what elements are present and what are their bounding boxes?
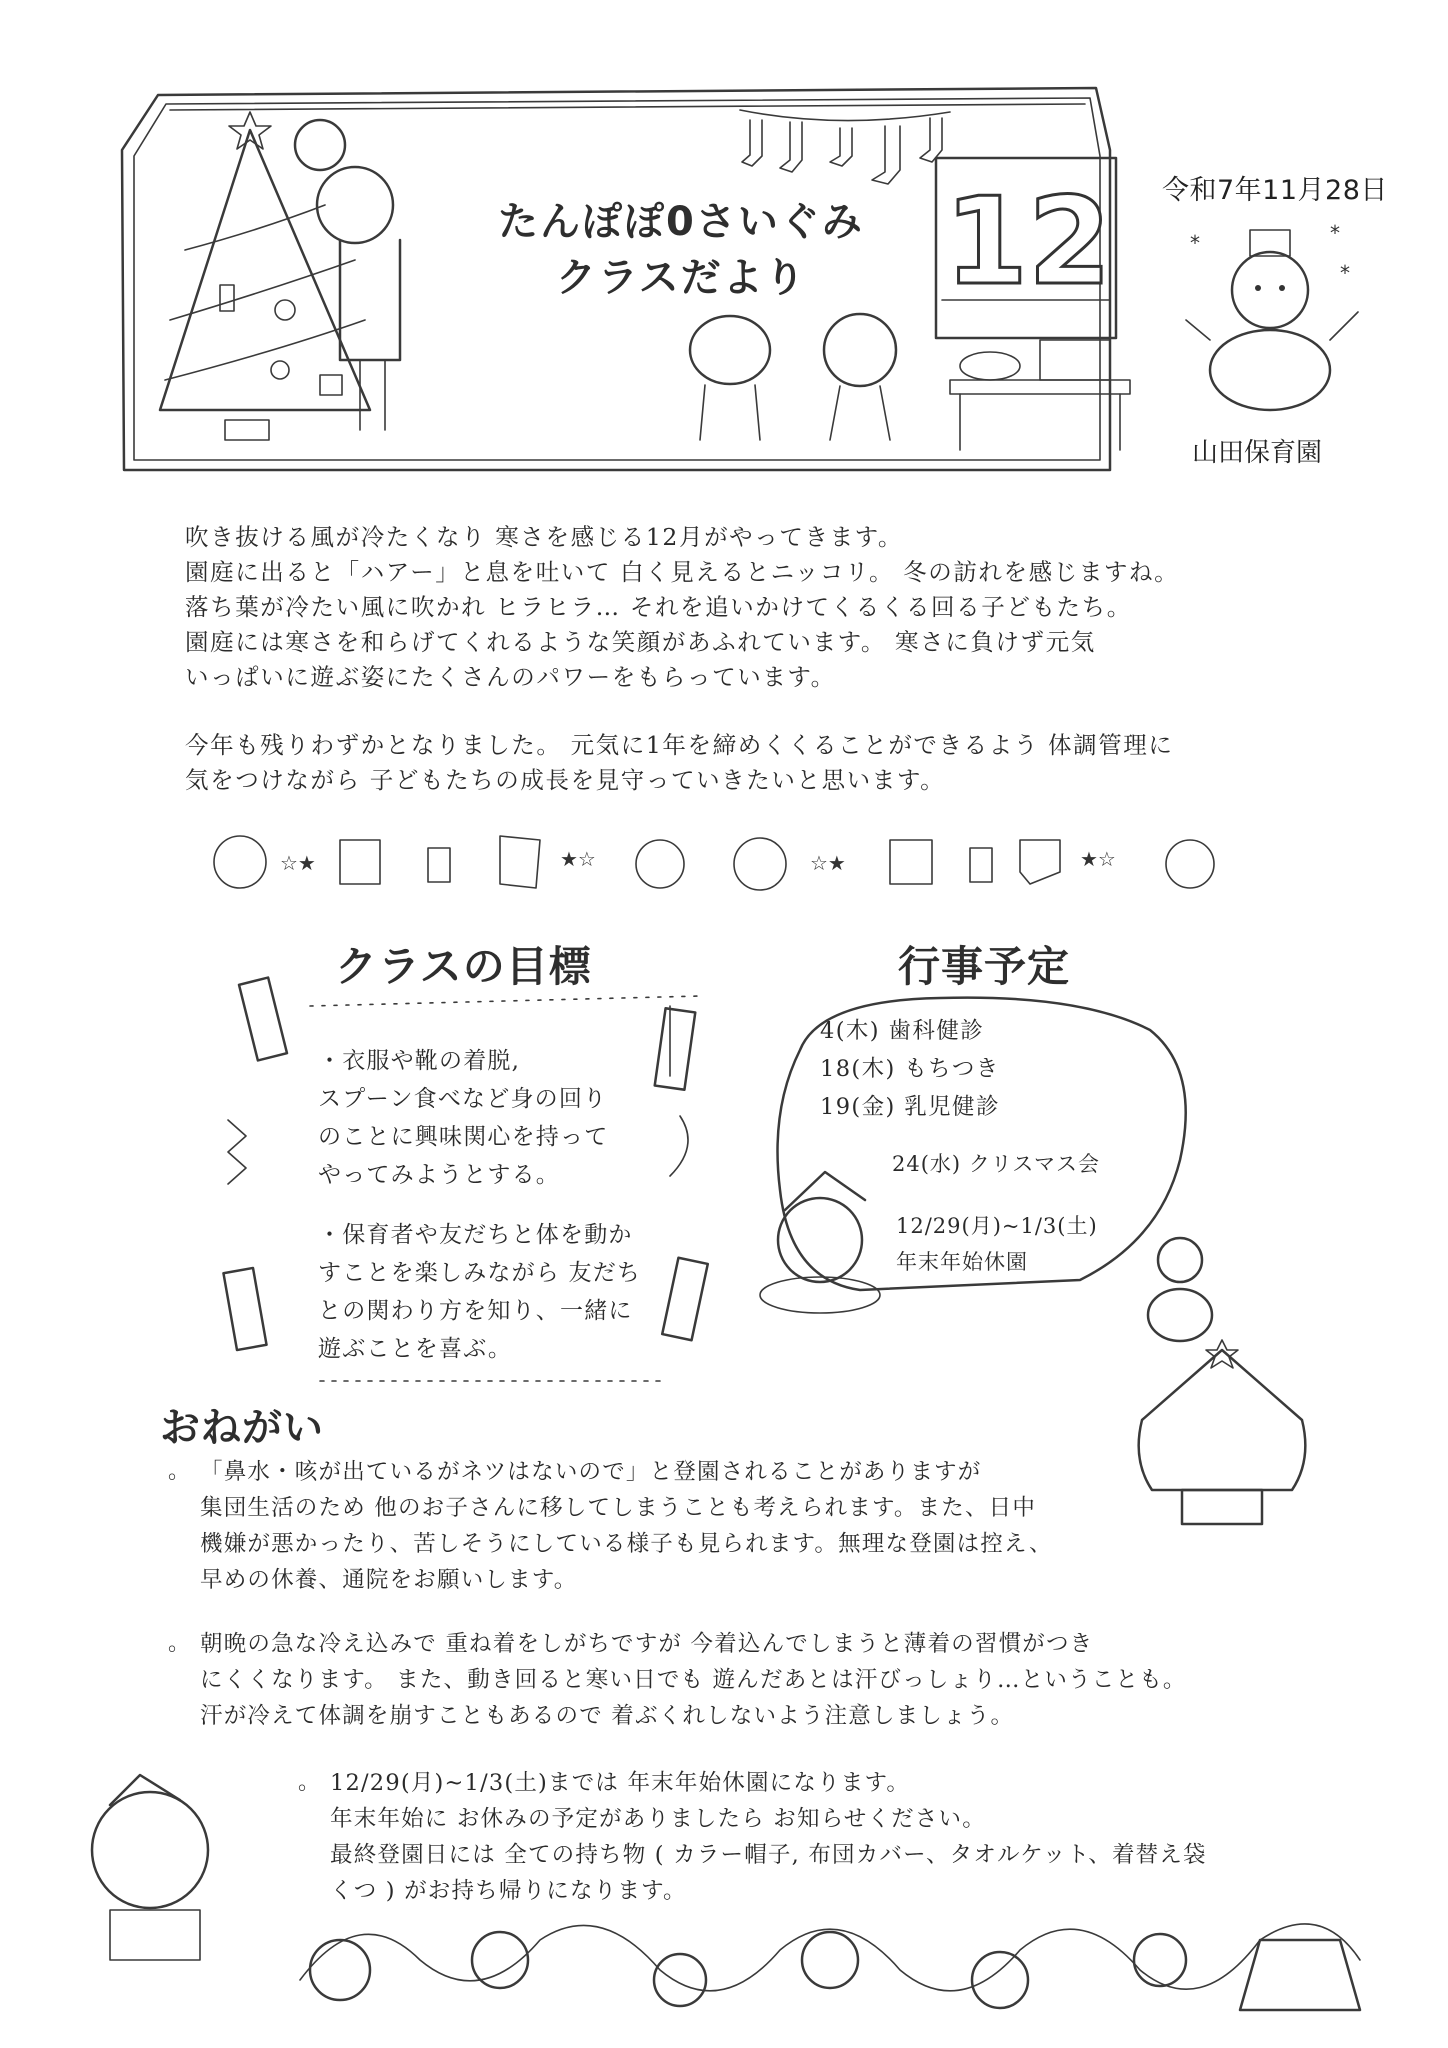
svg-text:☆★: ☆★ [810,851,846,875]
intro-line: 今年も残りわずかとなりました。 元気に1年を締めくくることができるよう 体調管理に [185,731,1174,759]
goal-line: 遊ぶことを喜ぶ。 [318,1336,513,1362]
goals-title: クラスの目標 [335,942,592,991]
request-item-3 [298,1765,1207,1909]
event-item: 4(木) 歯科健診 [820,1018,985,1044]
request-bullet: 。 [168,1459,192,1484]
request-line: 「鼻水・咳が出ているがネツはないので」と登園されることがありますが [200,1459,982,1485]
newsletter-title-line1: たんぽぽ0さいぐみ [498,199,864,245]
request-item-1 [168,1454,1053,1598]
svg-text:*: * [1190,231,1200,255]
request-line: 朝晩の急な冷え込みで 重ね着をしがちですが 今着込んでしまうと薄着の習慣がつき [200,1631,1094,1657]
kids-party-illustration [660,300,1140,460]
newsletter-title-line2: クラスだより [556,255,807,301]
goal-line: ・衣服や靴の着脱, [318,1048,521,1074]
child-with-cake-illustration [70,1770,240,1980]
yarn-balls-footer-illustration [300,1900,1380,2030]
request-line: くつ ) がお持ち帰りになります。 [330,1878,687,1904]
request-item-2 [168,1626,1187,1734]
svg-text:*: * [1340,261,1350,285]
events-list [820,1012,1000,1126]
goal-line: スプーン食べなど身の回り [318,1086,608,1112]
month-number: 12 [944,173,1112,312]
small-snowman-illustration [1120,1220,1240,1350]
intro-line: 気をつけながら 子どもたちの成長を見守っていきたいと思います。 [185,766,946,794]
event-holiday-dates: 12/29(月)~1/3(土) [896,1214,1098,1238]
event-christmas: 24(水) クリスマス会 [892,1152,1100,1176]
goal-item-1 [318,1042,608,1194]
snowman-illustration [1180,210,1380,410]
request-bullet: 。 [298,1770,322,1795]
requests-title: おねがい [160,1405,324,1451]
issue-date: 令和7年11月28日 [1162,175,1388,206]
svg-text:★☆: ★☆ [560,847,596,871]
events-title: 行事予定 [898,942,1071,991]
school-name: 山田保育園 [1192,438,1323,468]
goal-line: ・保育者や友だちと体を動か [318,1222,633,1248]
request-line: 早めの休養、通院をお願いします。 [200,1567,578,1593]
goal-line: のことに興味関心を持って [318,1124,609,1150]
stockings-garland-illustration [730,100,960,200]
christmas-tree-illustration [140,110,440,440]
event-item: 19(金) 乳児健診 [820,1094,1000,1120]
goal-line: すことを楽しみながら 友だち [318,1260,642,1286]
gingerbread-house-illustration [1122,1340,1322,1530]
request-line: 機嫌が悪かったり、苦しそうにしている様子も見られます。無理な登園は控え、 [200,1531,1053,1557]
intro-line: 園庭に出ると「ハアー」と息を吐いて 白く見えるとニッコリ。 冬の訪れを感じますね。 [185,558,1180,586]
request-line: 12/29(月)~1/3(土)までは 年末年始休園になります。 [330,1770,911,1796]
event-item: 18(木) もちつき [820,1056,1000,1082]
intro-line: いっぱいに遊ぶ姿にたくさんのパワーをもらっています。 [185,663,836,691]
goal-line: やってみようとする。 [318,1162,560,1188]
intro-paragraph-2 [185,728,1174,798]
svg-text:☆★: ☆★ [280,851,316,875]
intro-line: 園庭には寒さを和らげてくれるような笑顔があふれています。 寒さに負けず元気 [185,628,1096,656]
request-line: 汗が冷えて体調を崩すこともあるので 着ぶくれしないよう注意しましょう。 [200,1703,1015,1729]
goal-line: との関わり方を知り、一緒に [318,1298,633,1324]
request-line: 最終登園日には 全ての持ち物 ( カラー帽子, 布団カバー、タオルケット、着替え袋 [330,1842,1207,1868]
intro-line: 落ち葉が冷たい風に吹かれ ヒラヒラ… それを追いかけてくるくる回る子どもたち。 [185,593,1132,621]
request-line: 年末年始に お休みの予定がありましたら お知らせください。 [330,1806,986,1832]
event-holiday-label: 年末年始休園 [896,1250,1028,1274]
santa-illustration [745,1170,905,1320]
request-line: 集団生活のため 他のお子さんに移してしまうことも考えられます。また、日中 [200,1495,1037,1521]
goal-item-2 [318,1216,641,1368]
christmas-ornament-divider [200,822,1300,902]
request-line: にくくなります。 また、動き回ると寒い日でも 遊んだあとは汗びっしょり…ということも。 [200,1667,1187,1693]
intro-paragraph-1 [185,520,1179,695]
intro-line: 吹き抜ける風が冷たくなり 寒さを感じる12月がやってきます。 [185,523,903,551]
svg-text:*: * [1330,221,1340,245]
request-bullet: 。 [168,1631,192,1656]
svg-text:★☆: ★☆ [1080,847,1116,871]
